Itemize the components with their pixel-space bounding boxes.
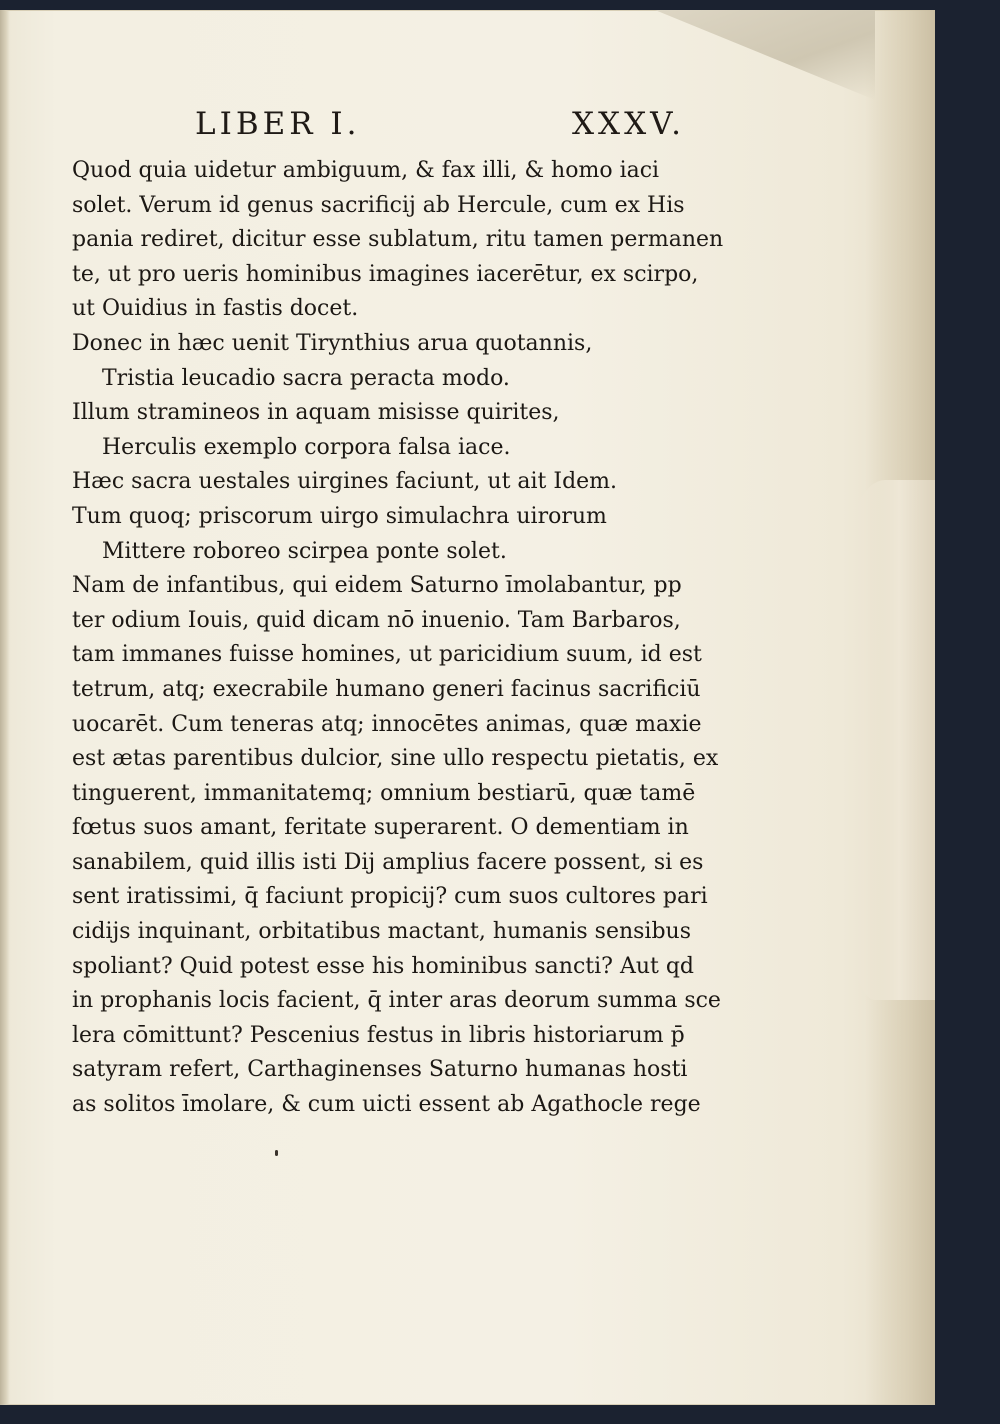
verse-line: Donec in hæc uenit Tirynthius arua quotannis, (72, 330, 593, 356)
book-page (0, 10, 935, 1405)
text-line: sent iratissimi, q̄ faciunt propicij? cum suos cultores pari (72, 884, 708, 910)
page-header (195, 106, 685, 156)
text-line: est ætas parentibus dulcior, sine ullo respectu pietatis, ex (72, 746, 719, 772)
text-line: tetrum, atq; execrabile humano generi facinus sacrificiū (72, 676, 701, 702)
body-text (72, 154, 724, 1123)
text-line: tam immanes fuisse homines, ut paricidium suum, id est (72, 642, 702, 668)
text-line: in prophanis locis facient, q̄ inter aras deorum summa sce (72, 988, 721, 1014)
verse-line: Mittere roboreo scirpea ponte solet. (102, 538, 507, 564)
text-line: uocarēt. Cum teneras atq; innocētes animas, quæ maxie (72, 711, 702, 737)
corner-fold (655, 10, 875, 100)
text-line: ter odium Iouis, quid dicam nō inuenio. Tam Barbaros, (72, 607, 681, 633)
text-line: lera cōmittunt? Pescenius festus in libris historiarum p̄ (72, 1022, 685, 1048)
text-line: solet. Verum id genus sacrificij ab Hercule, cum ex His (72, 192, 685, 218)
page-gutter (0, 10, 10, 1405)
ink-speck (275, 1150, 278, 1156)
text-line: cidijs inquinant, orbitatibus mactant, humanis sensibus (72, 919, 692, 945)
text-line: as solitos īmolare, & cum uicti essent ab Agathocle rege (72, 1092, 701, 1118)
text-line: pania rediret, dicitur esse sublatum, ritu tamen permanen (72, 227, 724, 253)
text-line: tinguerent, immanitatemq; omnium bestiarū, quæ tamē (72, 780, 696, 806)
text-line: Hæc sacra uestales uirgines faciunt, ut ait Idem. (72, 469, 618, 495)
text-line: sanabilem, quid illis isti Dij amplius facere possent, si es (72, 849, 704, 875)
verse-line: Illum stramineos in aquam misisse quirites, (72, 400, 560, 426)
text-line: Nam de infantibus, qui eidem Saturno īmolabantur, pp (72, 573, 682, 599)
verse-line: Tum quoq; priscorum uirgo simulachra uirorum (72, 503, 607, 529)
text-line: spoliant? Quid potest esse his hominibus sancti? Aut qd (72, 953, 695, 979)
text-line: te, ut pro ueris hominibus imagines iacerētur, ex scirpo, (72, 261, 699, 287)
verse-line: Herculis exemplo corpora falsa iace. (102, 434, 511, 460)
text-line: Quod quia uidetur ambiguum, & fax illi, & homo iaci (72, 158, 660, 183)
folio-number: XXXV. (571, 106, 685, 142)
text-line: satyram refert, Carthaginenses Saturno humanas hosti (72, 1057, 688, 1083)
running-title: LIBER I. (195, 106, 361, 142)
text-line: fœtus suos amant, feritate superarent. O dementiam in (72, 815, 689, 841)
verse-line: Tristia leucadio sacra peracta modo. (102, 365, 510, 391)
text-line: ut Ouidius in fastis docet. (72, 296, 359, 322)
torn-edge (845, 480, 935, 1000)
